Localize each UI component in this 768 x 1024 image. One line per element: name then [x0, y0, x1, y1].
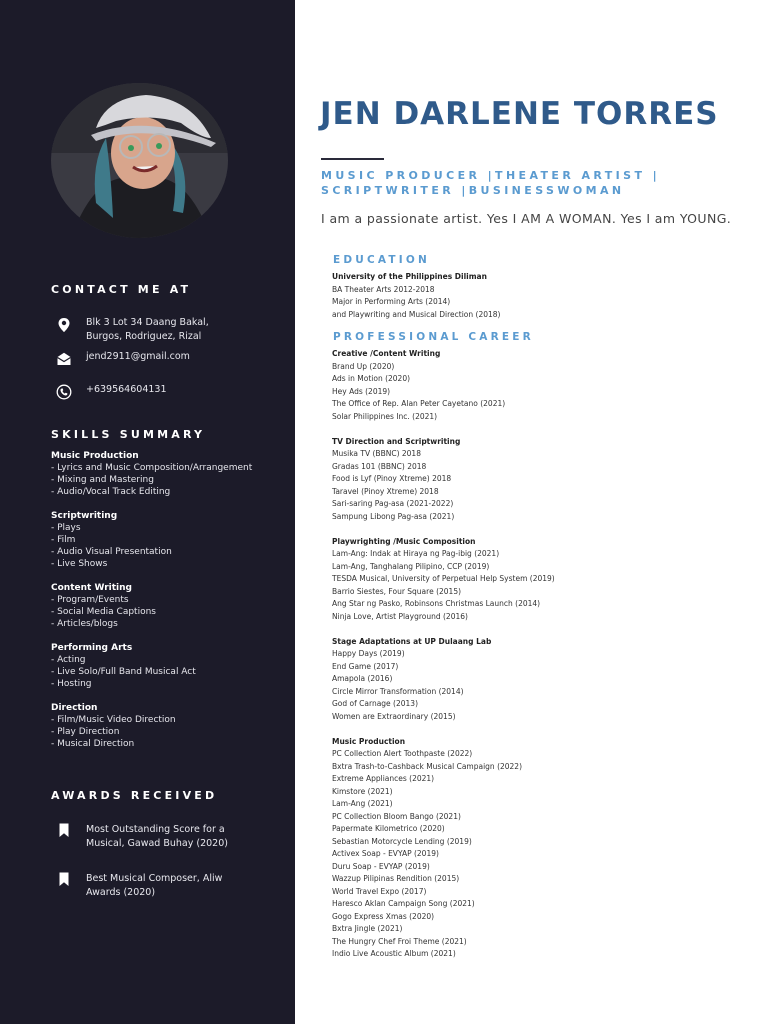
- career-item: Lam-Ang (2021): [332, 799, 393, 808]
- education-line: BA Theater Arts 2012-2018: [332, 284, 435, 294]
- career-item: Women are Extraordinary (2015): [332, 711, 456, 721]
- career-item: Sebastian Motorcycle Lending (2019): [332, 836, 472, 846]
- skill-group: [51, 510, 291, 570]
- career-item: PC Collection Alert Toothpaste (2022): [332, 749, 473, 758]
- skill-item: - Audio Visual Presentation: [51, 547, 172, 557]
- career-item: Gogo Express Xmas (2020): [332, 911, 435, 921]
- education-line: and Playwriting and Musical Direction (2018): [332, 309, 501, 319]
- skill-item: - Lyrics and Music Composition/Arrangement: [51, 463, 253, 473]
- skills-section-title: SKILLS SUMMARY: [51, 428, 206, 441]
- career-item: Bxtra Trash-to-Cashback Musical Campaign (2022): [332, 761, 523, 771]
- career-group: [332, 348, 555, 423]
- career-item: Kimstore (2021): [332, 786, 393, 796]
- career-group: [332, 436, 555, 524]
- skill-group-heading: Performing Arts: [51, 643, 133, 653]
- career-item: Solar Philippines Inc. (2021): [332, 411, 438, 421]
- skill-item: - Program/Events: [51, 595, 129, 605]
- career-item: Bxtra Jingle (2021): [332, 924, 403, 933]
- skill-item: - Social Media Captions: [51, 607, 156, 617]
- skill-group: [51, 642, 291, 690]
- career-item: Lam-Ang, Tanghalang Pilipino, CCP (2019): [332, 561, 490, 571]
- career-item: The Office of Rep. Alan Peter Cayetano (2021): [332, 399, 506, 408]
- career-item: Papermate Kilometrico (2020): [332, 824, 445, 833]
- career-item: Sampung Libong Pag-asa (2021): [332, 511, 455, 521]
- career-item: Sari-saring Pag-asa (2021-2022): [332, 499, 454, 508]
- skills-list: [51, 450, 291, 762]
- education-section-title: EDUCATION: [333, 254, 431, 266]
- skill-group: [51, 450, 291, 498]
- career-item: Haresco Aklan Campaign Song (2021): [332, 899, 475, 908]
- career-group-heading: TV Direction and Scriptwriting: [332, 436, 461, 446]
- contact-section-title: CONTACT ME AT: [51, 283, 192, 296]
- award-item: [58, 872, 236, 900]
- skill-group-heading: Direction: [51, 703, 98, 713]
- contact-email[interactable]: [56, 350, 190, 367]
- career-item: Food is Lyf (Pinoy Xtreme) 2018: [332, 474, 452, 483]
- skill-item: - Film: [51, 535, 76, 545]
- sidebar: [0, 0, 295, 1024]
- skill-group-heading: Scriptwriting: [51, 511, 118, 521]
- career-item: PC Collection Bloom Bango (2021): [332, 811, 461, 821]
- award-text: Most Outstanding Score for a Musical, Gawad Buhay (2020): [86, 824, 228, 849]
- skill-item: - Play Direction: [51, 727, 120, 737]
- email-text[interactable]: jend2911@gmail.com: [86, 351, 190, 362]
- skill-item: - Acting: [51, 655, 86, 665]
- education-block: [332, 271, 500, 321]
- career-item: World Travel Expo (2017): [332, 886, 427, 896]
- career-item: TESDA Musical, University of Perpetual Help System (2019): [332, 574, 555, 583]
- career-item: Ads in Motion (2020): [332, 374, 411, 383]
- skill-item: - Articles/blogs: [51, 619, 118, 629]
- bookmark-icon: [58, 823, 70, 838]
- career-item: Circle Mirror Transformation (2014): [332, 686, 464, 696]
- divider: [321, 158, 384, 160]
- address-text: Blk 3 Lot 34 Daang Bakal, Burgos, Rodriguez, Rizal: [86, 317, 209, 342]
- career-item: Ang Star ng Pasko, Robinsons Christmas Launch (2014): [332, 599, 541, 608]
- awards-section-title: AWARDS RECEIVED: [51, 789, 218, 802]
- skill-group-heading: Music Production: [51, 451, 139, 461]
- career-item: Extreme Appliances (2021): [332, 774, 435, 783]
- skill-item: - Mixing and Mastering: [51, 475, 154, 485]
- skill-item: - Audio/Vocal Track Editing: [51, 487, 171, 497]
- skill-item: - Live Solo/Full Band Musical Act: [51, 667, 196, 677]
- career-item: Lam-Ang: Indak at Hiraya ng Pag-ibig (2021): [332, 549, 500, 558]
- career-item: Barrio Siestes, Four Square (2015): [332, 586, 462, 596]
- career-list: [332, 348, 555, 973]
- career-item: Ninja Love, Artist Playground (2016): [332, 611, 468, 621]
- career-item: The Hungry Chef Froi Theme (2021): [332, 936, 467, 946]
- skill-group: [51, 702, 291, 750]
- contact-address: [56, 316, 226, 344]
- award-item: [58, 823, 236, 851]
- career-item: Activex Soap - EVYAP (2019): [332, 849, 439, 858]
- tagline: I am a passionate artist. Yes I AM A WOMAN. Yes I am YOUNG.: [321, 211, 732, 226]
- career-group-heading: Playwrighting /Music Composition: [332, 536, 476, 546]
- profile-photo-illustration: [51, 83, 228, 238]
- skill-group-heading: Content Writing: [51, 583, 132, 593]
- resume-name: JEN DARLENE TORRES: [320, 96, 719, 132]
- roles-subtitle: MUSIC PRODUCER |THEATER ARTIST | SCRIPTWRITER |BUSINESSWOMAN: [321, 169, 661, 197]
- career-item: Taravel (Pinoy Xtreme) 2018: [332, 486, 439, 496]
- career-item: Gradas 101 (BBNC) 2018: [332, 461, 427, 471]
- contact-phone[interactable]: [56, 383, 167, 400]
- education-line: Major in Performing Arts (2014): [332, 297, 451, 306]
- career-group-heading: Music Production: [332, 736, 406, 746]
- career-group: [332, 636, 555, 724]
- career-item: Indio Live Acoustic Album (2021): [332, 949, 456, 958]
- skill-item: - Live Shows: [51, 559, 108, 569]
- skill-item: - Hosting: [51, 679, 92, 689]
- career-item: End Game (2017): [332, 661, 399, 671]
- phone-icon: [56, 384, 72, 400]
- career-item: Musika TV (BBNC) 2018: [332, 449, 421, 458]
- career-section-title: PROFESSIONAL CAREER: [333, 331, 534, 343]
- skill-item: - Musical Direction: [51, 739, 135, 749]
- award-text: Best Musical Composer, Aliw Awards (2020): [86, 873, 223, 898]
- career-group: [332, 736, 555, 961]
- career-group: [332, 536, 555, 624]
- career-item: Duru Soap - EVYAP (2019): [332, 861, 430, 871]
- skill-item: - Film/Music Video Direction: [51, 715, 176, 725]
- school-name: University of the Philippines Diliman: [332, 272, 487, 281]
- career-group-heading: Creative /Content Writing: [332, 349, 441, 358]
- bookmark-icon: [58, 872, 70, 887]
- career-item: Amapola (2016): [332, 674, 393, 683]
- career-group-heading: Stage Adaptations at UP Dulaang Lab: [332, 636, 492, 646]
- career-item: Hey Ads (2019): [332, 386, 391, 396]
- phone-text[interactable]: +639564604131: [86, 384, 167, 395]
- skill-group: [51, 582, 291, 630]
- career-item: Wazzup Pilipinas Rendition (2015): [332, 874, 460, 883]
- career-item: Happy Days (2019): [332, 649, 405, 658]
- profile-photo: [51, 83, 228, 238]
- location-pin-icon: [56, 317, 72, 333]
- envelope-icon: [56, 351, 72, 367]
- career-item: Brand Up (2020): [332, 361, 395, 371]
- career-item: God of Carnage (2013): [332, 699, 418, 708]
- skill-item: - Plays: [51, 523, 81, 533]
